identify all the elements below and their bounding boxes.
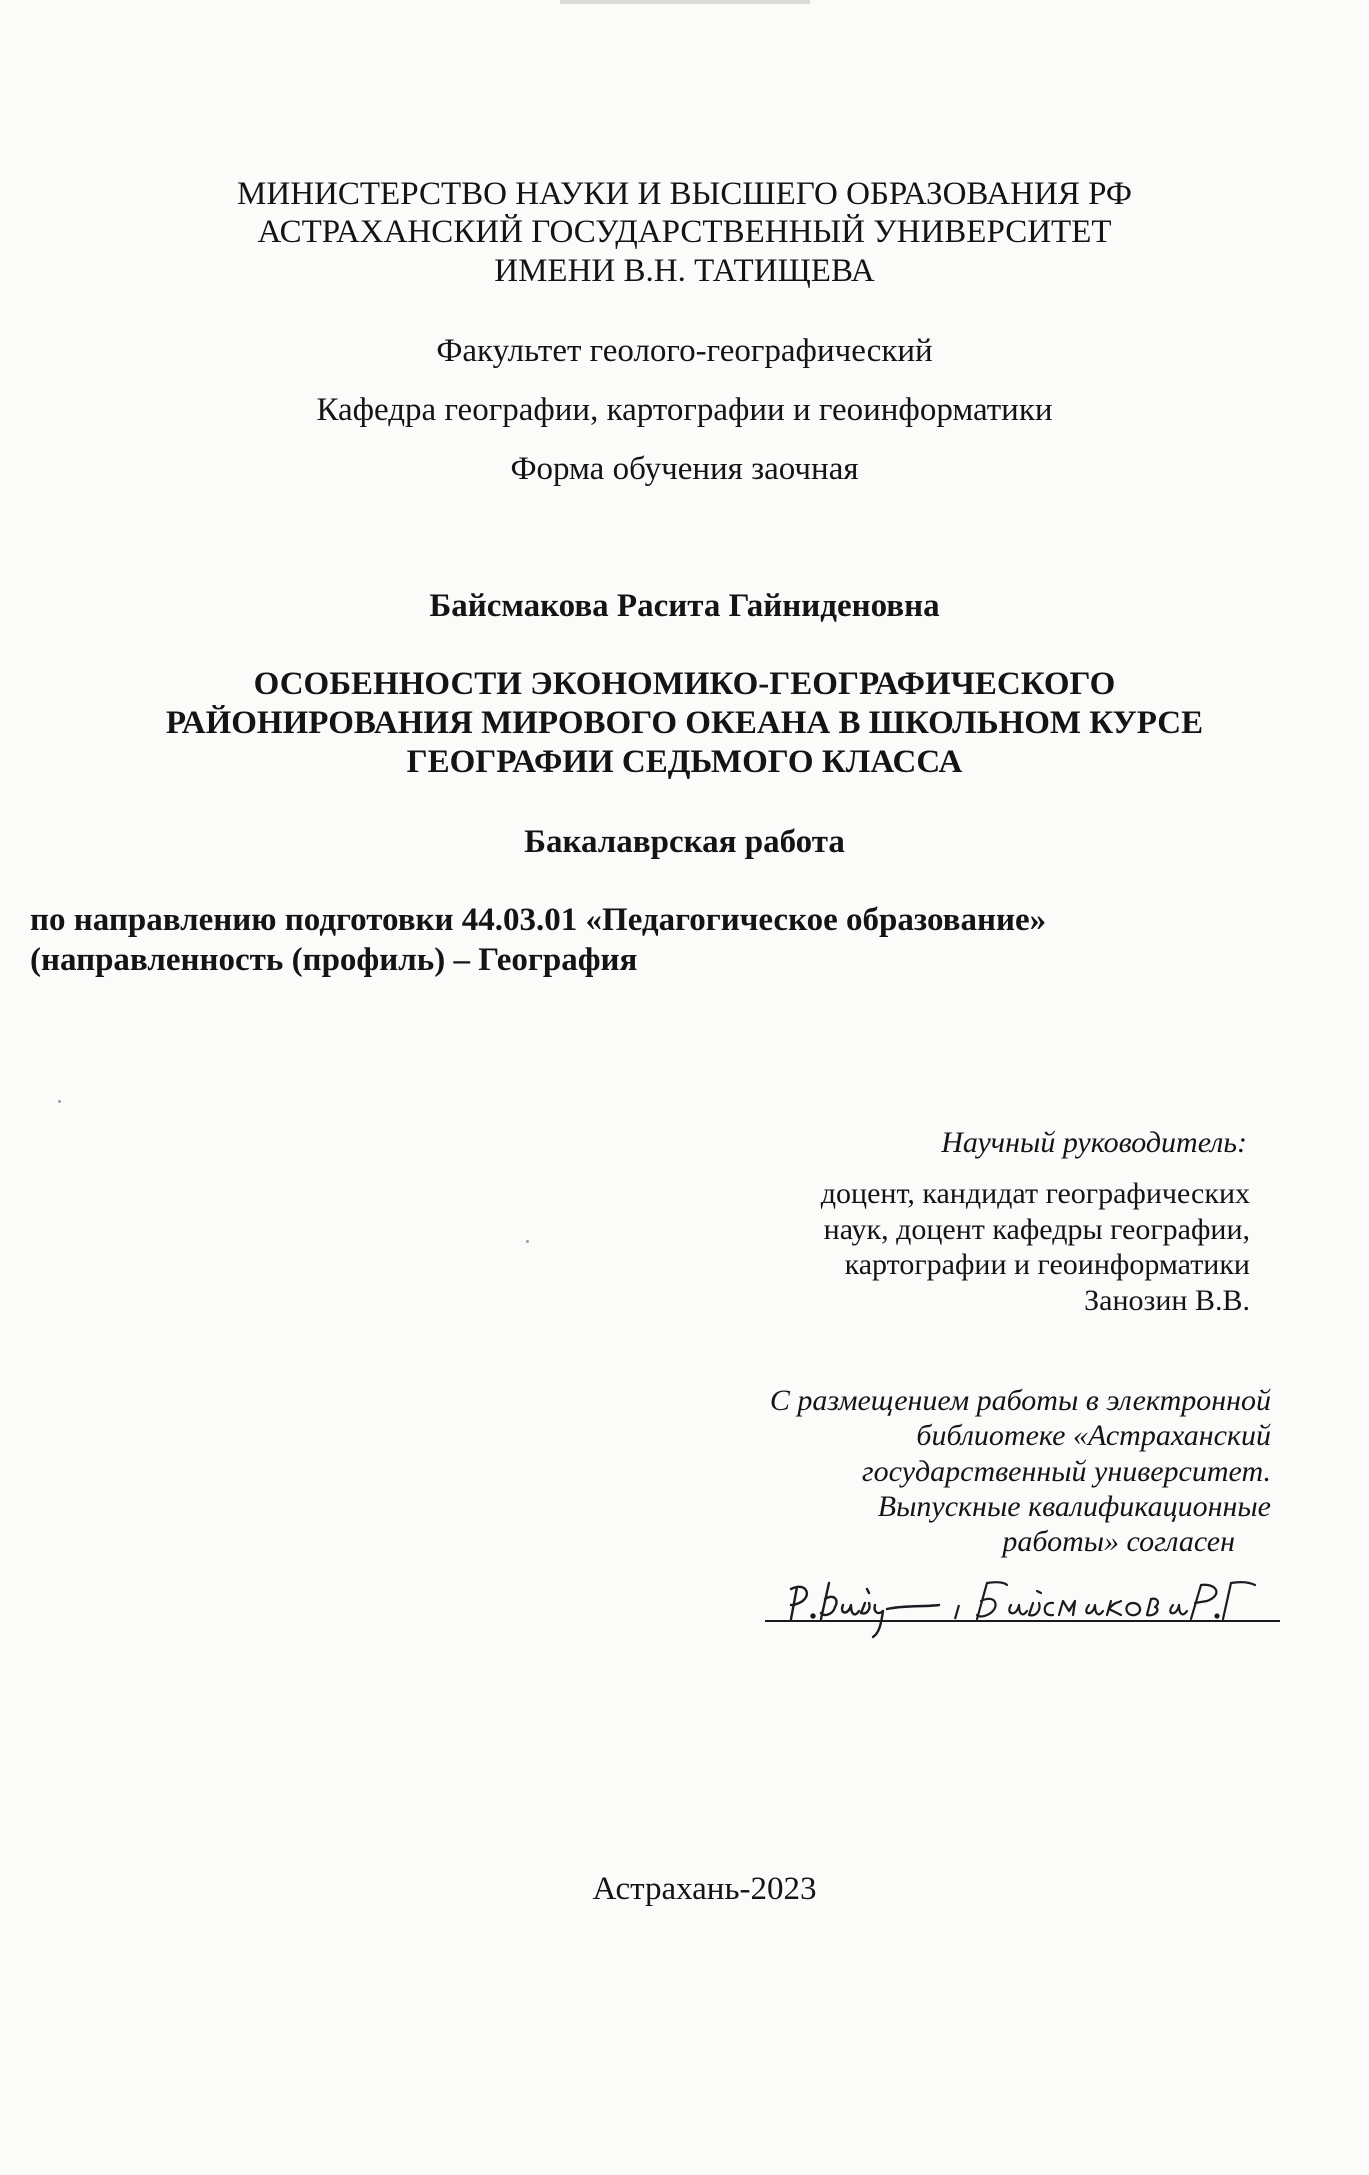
author-name: Байсмакова Расита Гайниденовна xyxy=(429,588,940,624)
supervisor-name: Занозин В.В. xyxy=(1084,1284,1250,1317)
thesis-title-line-3: ГЕОГРАФИИ СЕДЬМОГО КЛАССА xyxy=(406,744,963,780)
signature-separator xyxy=(955,1605,959,1619)
faculty-line: Факультет геолого-географический xyxy=(436,333,933,369)
consent-line-3: государственный университет. xyxy=(861,1455,1271,1488)
thesis-title-line-2: РАЙОНИРОВАНИЯ МИРОВОГО ОКЕАНА В ШКОЛЬНОМ КУРСЕ xyxy=(165,705,1204,741)
consent-line-2: библиотеке «Астраханский xyxy=(916,1419,1271,1452)
direction-line-2: (направленность (профиль) – География xyxy=(30,942,638,978)
ministry-line: МИНИСТЕРСТВО НАУКИ И ВЫСШЕГО ОБРАЗОВАНИЯ РФ xyxy=(237,176,1132,212)
thesis-title-line-1: ОСОБЕННОСТИ ЭКОНОМИКО-ГЕОГРАФИЧЕСКОГО xyxy=(253,666,1116,702)
named-after-line: ИМЕНИ В.Н. ТАТИЩЕВА xyxy=(494,253,875,289)
supervisor-line-3: картографии и геоинформатики xyxy=(844,1248,1250,1281)
signature-scribble xyxy=(791,1583,939,1637)
supervisor-heading: Научный руководитель: xyxy=(941,1126,1247,1159)
handwritten-signature-image xyxy=(755,1575,1285,1645)
consent-line-4: Выпускные квалификационные xyxy=(877,1490,1271,1523)
study-form-line: Форма обучения заочная xyxy=(510,451,859,487)
direction-line-1: по направлению подготовки 44.03.01 «Педагогическое образование» xyxy=(30,902,1047,938)
university-line: АСТРАХАНСКИЙ ГОСУДАРСТВЕННЫЙ УНИВЕРСИТЕТ xyxy=(257,214,1112,250)
scan-speck xyxy=(526,1240,529,1243)
supervisor-line-2: наук, доцент кафедры географии, xyxy=(823,1213,1250,1246)
top-edge-mark xyxy=(560,0,810,4)
signature-block xyxy=(755,1575,1285,1645)
department-line: Кафедра географии, картографии и геоинформатики xyxy=(316,392,1053,428)
supervisor-line-1: доцент, кандидат географических xyxy=(820,1177,1250,1210)
consent-line-5: работы» согласен xyxy=(1002,1525,1235,1558)
handwritten-name xyxy=(977,1582,1255,1619)
city-year: Астрахань-2023 xyxy=(592,1871,817,1907)
consent-line-1: С размещением работы в электронной xyxy=(769,1384,1271,1417)
scan-speck xyxy=(58,1100,61,1103)
work-type: Бакалаврская работа xyxy=(524,824,845,860)
